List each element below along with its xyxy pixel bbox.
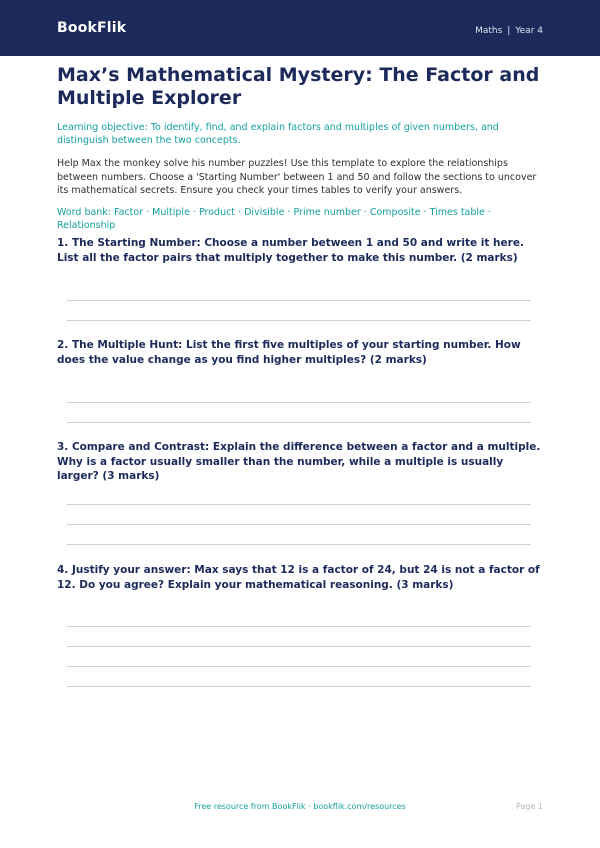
answer-line[interactable] (67, 300, 531, 301)
learning-objective: Learning objective: To identify, find, and explain factors and multiples of given numbers, and distinguish between the two concepts. (57, 122, 499, 146)
page-title: Max’s Mathematical Mystery: The Factor and Multiple Explorer (57, 64, 540, 109)
year-label: Year 4 (515, 26, 543, 36)
answer-line[interactable] (67, 666, 531, 667)
question-1: 1. The Starting Number: Choose a number between 1 and 50 and write it here. List all the factor pairs that multiply together to make this number. (2 marks) (57, 237, 524, 264)
question-2: 2. The Multiple Hunt: List the first five multiples of your starting number. How does the value change as you find higher multiples? (2 marks) (57, 339, 521, 366)
answer-line[interactable] (67, 686, 531, 687)
answer-line[interactable] (67, 422, 531, 423)
footer-credit[interactable]: Free resource from BookFlik · bookflik.com/resources (194, 802, 406, 811)
intro-paragraph: Help Max the monkey solve his number puzzles! Use this template to explore the relationships between numbers. Choose a 'Starting Number' between 1 and 50 and follow the sections to uncover its mathematical secrets. Ensure you check your times tables to verify your answers. (57, 158, 537, 196)
answer-line[interactable] (67, 402, 531, 403)
header-bar (0, 0, 600, 56)
subject-label: Maths (475, 26, 503, 36)
question-4: 4. Justify your answer: Max says that 12 is a factor of 24, but 24 is not a factor of 12. Do you agree? Explain your mathematical reasoning. (3 marks) (57, 564, 540, 591)
answer-line[interactable] (67, 504, 531, 505)
answer-line[interactable] (67, 646, 531, 647)
meta-separator: | (507, 26, 511, 36)
answer-line[interactable] (67, 626, 531, 627)
answer-line[interactable] (67, 544, 531, 545)
answer-line[interactable] (67, 320, 531, 321)
brand-logo[interactable]: BookFlik (57, 20, 127, 36)
question-3: 3. Compare and Contrast: Explain the difference between a factor and a multiple. Why is a factor usually smaller than the number, while a multiple is usually larger? (3 marks) (57, 441, 541, 482)
word-bank: Word bank: Factor · Multiple · Product · Divisible · Prime number · Composite · Times table · Relationship (57, 207, 491, 231)
subject-year-label (475, 26, 543, 36)
answer-line[interactable] (67, 524, 531, 525)
page-number: Page 1 (516, 802, 543, 811)
